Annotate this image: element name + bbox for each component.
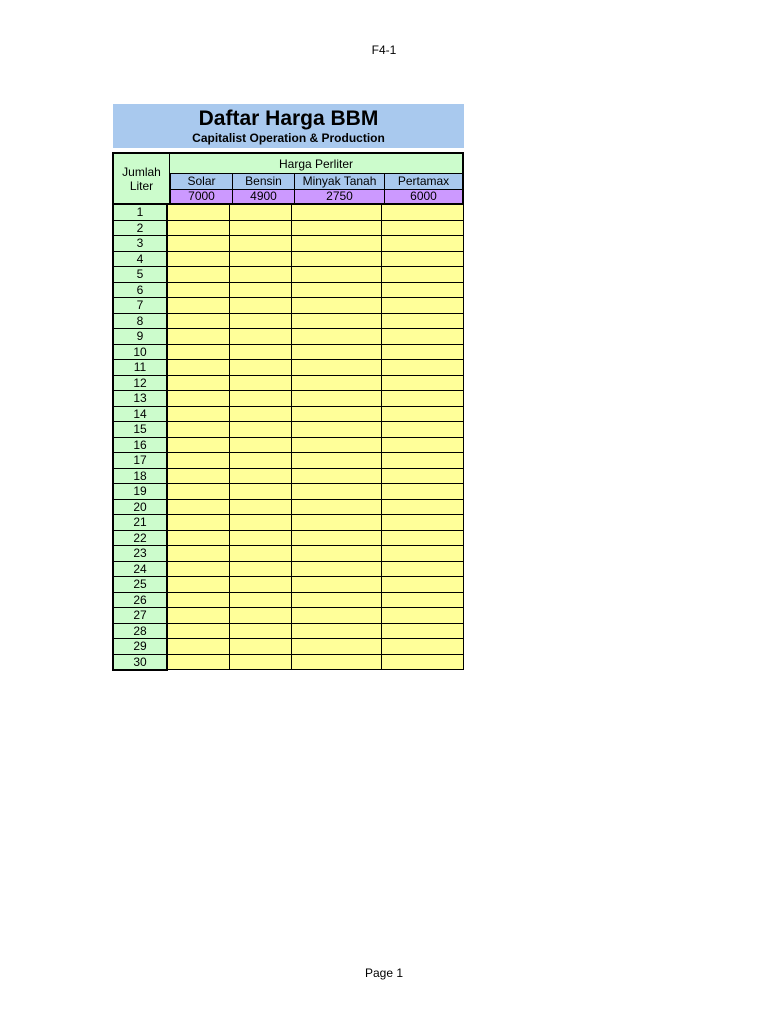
price-cell-bensin[interactable] <box>230 345 292 361</box>
price-cell-pertamax[interactable] <box>382 438 464 454</box>
price-cell-pertamax[interactable] <box>382 252 464 268</box>
price-cell-minyak-tanah[interactable] <box>292 345 382 361</box>
table-row <box>112 376 464 392</box>
fuel-name-bensin: Bensin <box>232 174 294 190</box>
price-cell-pertamax[interactable] <box>382 608 464 624</box>
price-cell-solar[interactable] <box>168 252 230 268</box>
price-cell-bensin[interactable] <box>230 484 292 500</box>
price-cell-pertamax[interactable] <box>382 593 464 609</box>
price-cell-bensin[interactable] <box>230 298 292 314</box>
liter-number-cell: 19 <box>112 484 168 500</box>
price-cell-pertamax[interactable] <box>382 298 464 314</box>
price-cell-minyak-tanah[interactable] <box>292 484 382 500</box>
table-row <box>112 593 464 609</box>
price-cell-bensin[interactable] <box>230 655 292 671</box>
price-cell-pertamax[interactable] <box>382 267 464 283</box>
price-cell-minyak-tanah[interactable] <box>292 500 382 516</box>
liter-number-cell: 7 <box>112 298 168 314</box>
liter-number-cell: 22 <box>112 531 168 547</box>
table-row <box>112 407 464 423</box>
liter-number-cell: 21 <box>112 515 168 531</box>
price-cell-minyak-tanah[interactable] <box>292 624 382 640</box>
table-row <box>112 329 464 345</box>
price-cell-pertamax[interactable] <box>382 407 464 423</box>
price-cell-bensin[interactable] <box>230 376 292 392</box>
liter-number-cell: 5 <box>112 267 168 283</box>
price-cell-bensin[interactable] <box>230 515 292 531</box>
price-cell-minyak-tanah[interactable] <box>292 407 382 423</box>
price-cell-pertamax[interactable] <box>382 236 464 252</box>
fuel-price-solar[interactable]: 7000 <box>170 190 232 203</box>
liter-number-cell: 26 <box>112 593 168 609</box>
price-cell-solar[interactable] <box>168 205 230 221</box>
price-cell-minyak-tanah[interactable] <box>292 360 382 376</box>
price-cell-pertamax[interactable] <box>382 655 464 671</box>
price-cell-solar[interactable] <box>168 500 230 516</box>
liter-number-cell: 2 <box>112 221 168 237</box>
price-cell-bensin[interactable] <box>230 236 292 252</box>
price-cell-solar[interactable] <box>168 407 230 423</box>
price-cell-solar[interactable] <box>168 345 230 361</box>
price-cell-solar[interactable] <box>168 469 230 485</box>
price-cell-solar[interactable] <box>168 298 230 314</box>
price-cell-solar[interactable] <box>168 624 230 640</box>
table-row <box>112 577 464 593</box>
price-cell-solar[interactable] <box>168 531 230 547</box>
table-row <box>112 314 464 330</box>
price-cell-solar[interactable] <box>168 314 230 330</box>
table-row <box>112 546 464 562</box>
fuel-name-minyak-tanah: Minyak Tanah <box>294 174 384 190</box>
price-cell-bensin[interactable] <box>230 221 292 237</box>
price-cell-minyak-tanah[interactable] <box>292 639 382 655</box>
price-cell-minyak-tanah[interactable] <box>292 422 382 438</box>
price-cell-pertamax[interactable] <box>382 515 464 531</box>
liter-number-cell: 8 <box>112 314 168 330</box>
price-cell-bensin[interactable] <box>230 267 292 283</box>
page-subtitle: Capitalist Operation & Production <box>192 131 385 145</box>
price-cell-solar[interactable] <box>168 655 230 671</box>
price-cell-minyak-tanah[interactable] <box>292 438 382 454</box>
liter-number-cell: 1 <box>112 205 168 221</box>
price-cell-bensin[interactable] <box>230 438 292 454</box>
liter-number-cell: 17 <box>112 453 168 469</box>
price-cell-pertamax[interactable] <box>382 422 464 438</box>
price-cell-minyak-tanah[interactable] <box>292 221 382 237</box>
page-header-label: F4-1 <box>371 43 397 57</box>
jumlah-liter-header: Jumlah Liter <box>114 154 170 203</box>
price-cell-minyak-tanah[interactable] <box>292 283 382 299</box>
price-cell-solar[interactable] <box>168 329 230 345</box>
liter-number-cell: 11 <box>112 360 168 376</box>
price-cell-solar[interactable] <box>168 546 230 562</box>
price-cell-bensin[interactable] <box>230 205 292 221</box>
price-cell-pertamax[interactable] <box>382 391 464 407</box>
table-row <box>112 391 464 407</box>
table-row <box>112 283 464 299</box>
price-cell-bensin[interactable] <box>230 562 292 578</box>
liter-number-cell: 29 <box>112 639 168 655</box>
table-row <box>112 438 464 454</box>
table-row <box>112 252 464 268</box>
table-row <box>112 205 464 221</box>
table-row <box>112 500 464 516</box>
table-row <box>112 236 464 252</box>
price-cell-minyak-tanah[interactable] <box>292 531 382 547</box>
fuel-price-pertamax[interactable]: 6000 <box>384 190 462 203</box>
liter-number-cell: 27 <box>112 608 168 624</box>
price-cell-pertamax[interactable] <box>382 577 464 593</box>
fuel-price-bensin[interactable]: 4900 <box>232 190 294 203</box>
price-cell-bensin[interactable] <box>230 546 292 562</box>
price-cell-minyak-tanah[interactable] <box>292 267 382 283</box>
price-cell-minyak-tanah[interactable] <box>292 515 382 531</box>
price-cell-minyak-tanah[interactable] <box>292 562 382 578</box>
price-cell-minyak-tanah[interactable] <box>292 298 382 314</box>
price-cell-minyak-tanah[interactable] <box>292 205 382 221</box>
table-row <box>112 345 464 361</box>
price-cell-solar[interactable] <box>168 283 230 299</box>
table-row <box>112 267 464 283</box>
table-row <box>112 624 464 640</box>
price-cell-solar[interactable] <box>168 221 230 237</box>
fuel-name-pertamax: Pertamax <box>384 174 462 190</box>
price-cell-minyak-tanah[interactable] <box>292 608 382 624</box>
price-cell-minyak-tanah[interactable] <box>292 252 382 268</box>
price-cell-bensin[interactable] <box>230 500 292 516</box>
table-row <box>112 360 464 376</box>
price-cell-pertamax[interactable] <box>382 624 464 640</box>
price-cell-bensin[interactable] <box>230 329 292 345</box>
price-cell-bensin[interactable] <box>230 360 292 376</box>
price-cell-solar[interactable] <box>168 562 230 578</box>
liter-number-cell: 20 <box>112 500 168 516</box>
table-row <box>112 515 464 531</box>
table-row <box>112 221 464 237</box>
price-cell-minyak-tanah[interactable] <box>292 329 382 345</box>
price-cell-solar[interactable] <box>168 639 230 655</box>
page-title: Daftar Harga BBM <box>198 107 379 130</box>
price-cell-pertamax[interactable] <box>382 283 464 299</box>
price-cell-pertamax[interactable] <box>382 314 464 330</box>
price-cell-bensin[interactable] <box>230 624 292 640</box>
price-cell-pertamax[interactable] <box>382 360 464 376</box>
price-cell-bensin[interactable] <box>230 283 292 299</box>
price-cell-solar[interactable] <box>168 391 230 407</box>
liter-number-cell: 9 <box>112 329 168 345</box>
price-cell-bensin[interactable] <box>230 252 292 268</box>
table-row <box>112 469 464 485</box>
price-cell-minyak-tanah[interactable] <box>292 376 382 392</box>
price-cell-minyak-tanah[interactable] <box>292 655 382 671</box>
price-table <box>112 152 464 672</box>
price-cell-pertamax[interactable] <box>382 484 464 500</box>
table-row <box>112 453 464 469</box>
table-row <box>112 639 464 655</box>
price-cell-minyak-tanah[interactable] <box>292 453 382 469</box>
price-cell-bensin[interactable] <box>230 639 292 655</box>
price-cell-pertamax[interactable] <box>382 345 464 361</box>
table-row <box>112 298 464 314</box>
liter-number-cell: 28 <box>112 624 168 640</box>
table-row <box>112 531 464 547</box>
table-row <box>112 484 464 500</box>
price-cell-bensin[interactable] <box>230 608 292 624</box>
liter-number-cell: 3 <box>112 236 168 252</box>
price-cell-solar[interactable] <box>168 422 230 438</box>
price-cell-bensin[interactable] <box>230 469 292 485</box>
price-cell-solar[interactable] <box>168 515 230 531</box>
price-cell-bensin[interactable] <box>230 453 292 469</box>
table-row <box>112 608 464 624</box>
price-cell-bensin[interactable] <box>230 391 292 407</box>
price-cell-pertamax[interactable] <box>382 469 464 485</box>
liter-number-cell: 18 <box>112 469 168 485</box>
price-cell-bensin[interactable] <box>230 593 292 609</box>
title-block <box>113 104 464 148</box>
price-cell-minyak-tanah[interactable] <box>292 236 382 252</box>
table-bottom-border <box>112 669 168 671</box>
price-cell-minyak-tanah[interactable] <box>292 577 382 593</box>
price-cell-bensin[interactable] <box>230 314 292 330</box>
price-cell-pertamax[interactable] <box>382 500 464 516</box>
price-cell-minyak-tanah[interactable] <box>292 314 382 330</box>
liter-number-cell: 14 <box>112 407 168 423</box>
liter-number-cell: 4 <box>112 252 168 268</box>
price-cell-bensin[interactable] <box>230 407 292 423</box>
price-cell-solar[interactable] <box>168 577 230 593</box>
price-cell-pertamax[interactable] <box>382 221 464 237</box>
price-cell-pertamax[interactable] <box>382 639 464 655</box>
price-cell-pertamax[interactable] <box>382 376 464 392</box>
liter-number-cell: 12 <box>112 376 168 392</box>
price-cell-pertamax[interactable] <box>382 453 464 469</box>
price-cell-solar[interactable] <box>168 608 230 624</box>
price-cell-bensin[interactable] <box>230 422 292 438</box>
liter-number-cell: 24 <box>112 562 168 578</box>
liter-number-cell: 15 <box>112 422 168 438</box>
price-cell-solar[interactable] <box>168 438 230 454</box>
price-cell-solar[interactable] <box>168 376 230 392</box>
harga-perliter-header: Harga Perliter <box>170 154 462 174</box>
price-cell-pertamax[interactable] <box>382 531 464 547</box>
liter-number-cell: 10 <box>112 345 168 361</box>
fuel-name-solar: Solar <box>170 174 232 190</box>
liter-number-cell: 30 <box>112 655 168 671</box>
price-cell-pertamax[interactable] <box>382 329 464 345</box>
price-cell-pertamax[interactable] <box>382 205 464 221</box>
price-cell-solar[interactable] <box>168 360 230 376</box>
price-cell-bensin[interactable] <box>230 577 292 593</box>
price-cell-minyak-tanah[interactable] <box>292 546 382 562</box>
price-cell-minyak-tanah[interactable] <box>292 469 382 485</box>
page-footer-label: Page 1 <box>364 966 404 980</box>
liter-number-cell: 16 <box>112 438 168 454</box>
price-cell-solar[interactable] <box>168 453 230 469</box>
liter-number-cell: 23 <box>112 546 168 562</box>
table-header <box>112 152 464 205</box>
price-cell-bensin[interactable] <box>230 531 292 547</box>
price-cell-solar[interactable] <box>168 593 230 609</box>
price-cell-minyak-tanah[interactable] <box>292 593 382 609</box>
table-row <box>112 422 464 438</box>
table-row <box>112 562 464 578</box>
price-cell-solar[interactable] <box>168 236 230 252</box>
price-cell-pertamax[interactable] <box>382 562 464 578</box>
liter-number-cell: 25 <box>112 577 168 593</box>
price-cell-minyak-tanah[interactable] <box>292 391 382 407</box>
liter-number-cell: 6 <box>112 283 168 299</box>
liter-number-cell: 13 <box>112 391 168 407</box>
table-row <box>112 655 464 671</box>
fuel-price-minyak-tanah[interactable]: 2750 <box>294 190 384 203</box>
price-cell-solar[interactable] <box>168 484 230 500</box>
price-cell-solar[interactable] <box>168 267 230 283</box>
price-cell-pertamax[interactable] <box>382 546 464 562</box>
